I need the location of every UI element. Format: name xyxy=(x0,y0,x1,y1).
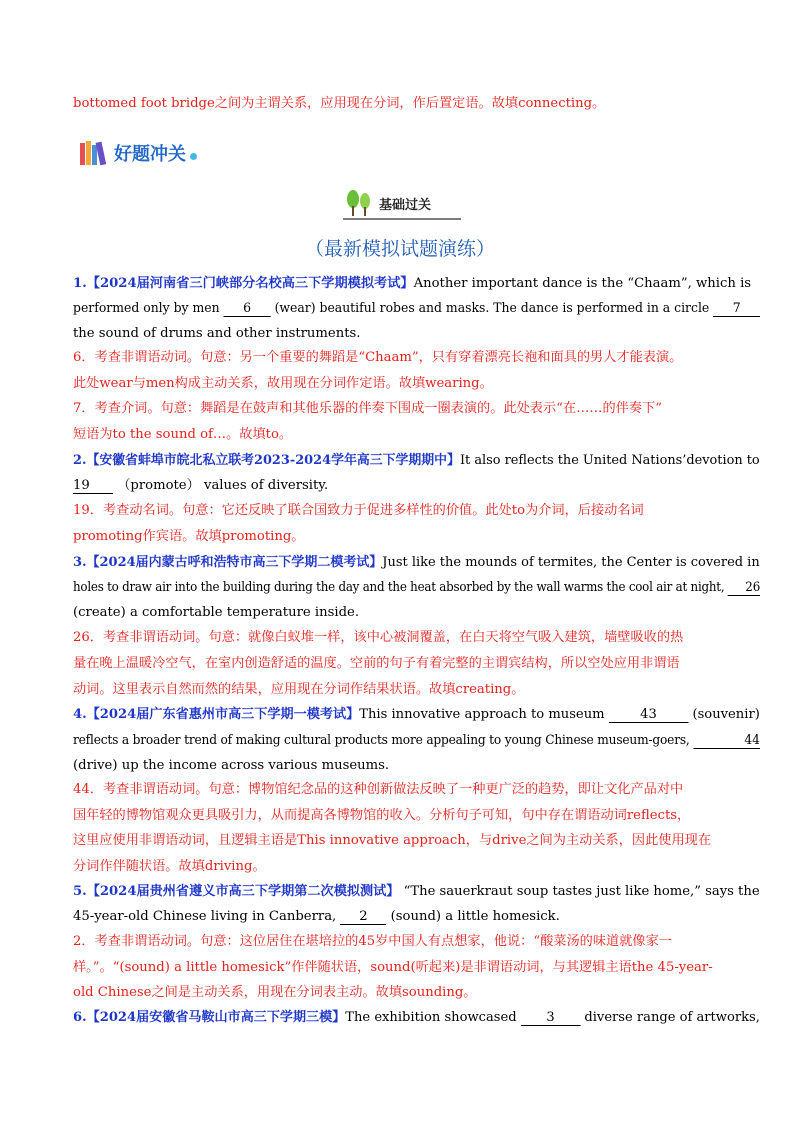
q6-blank-3[interactable]: 3 xyxy=(521,1010,580,1026)
q4-line-3: (drive) up the income across various museums. xyxy=(73,758,390,773)
q5-blank-2[interactable]: 2 xyxy=(340,909,386,925)
q4-blank-43[interactable]: 43 xyxy=(609,707,689,723)
q4-line-1 xyxy=(73,705,760,725)
q4-text-2: reflects a broader trend of making cultural products more appealing to young Chinese museum-goers, xyxy=(73,733,694,748)
q5-answer-line-2: 样。”。“(sound) a little homesick”作伴随状语，sound(听起来)是非谓语动词，与其逻辑主语the 45-year- xyxy=(73,960,713,975)
q4-source: 4.【2024届广东省惠州市高三下学期一模考试】 xyxy=(73,707,360,722)
q6-source: 6.【2024届安徽省马鞍山市高三下学期三模】 xyxy=(73,1010,346,1025)
q2-line-1 xyxy=(73,451,760,471)
q3-answer-line-2: 量在晚上温暖冷空气，在室内创造舒适的温度。空前的句子有着完整的主谓宾结构，所以空处应用非谓语 xyxy=(73,656,680,671)
q4-text-1b: (souvenir) xyxy=(688,707,760,722)
q5-source: 5.【2024届贵州省遵义市高三下学期第二次模拟测试】 xyxy=(73,884,400,899)
q1-text-2b: (wear) beautiful robes and masks. The dance is performed in a circle xyxy=(270,301,714,316)
books-icon xyxy=(78,139,108,167)
q1-text-2a: performed only by men xyxy=(73,301,224,316)
q4-line-2 xyxy=(73,731,760,751)
q2-text-1: It also reflects the United Nations’devotion to xyxy=(459,453,760,468)
q6-text-1b: diverse range of artworks, xyxy=(580,1010,760,1025)
q4-blank-44[interactable]: 44 xyxy=(693,733,760,749)
q1-answer-7-line-2: 短语为to the sound of…。故填to。 xyxy=(73,427,293,442)
section-underline xyxy=(343,218,461,220)
q1-answer-6-line-2: 此处wear与men构成主动关系，故用现在分词作定语。故填wearing。 xyxy=(73,376,493,391)
q6-text-1a: The exhibition showcased xyxy=(345,1010,521,1025)
q1-text-1: Another important dance is the “Chaam”, which is xyxy=(413,276,752,291)
q2-answer-line-1: 19．考查动名词。句意：它还反映了联合国致力于促进多样性的价值。此处to为介词，后接动名词 xyxy=(73,503,644,518)
q2-line-2 xyxy=(73,476,328,496)
good-questions-banner xyxy=(78,138,197,168)
q1-blank-6[interactable]: 6 xyxy=(224,301,271,317)
banner-dot-icon xyxy=(190,153,197,160)
q5-line-1 xyxy=(73,882,760,902)
q5-text-2b: (sound) a little homesick. xyxy=(386,909,560,924)
q4-answer-line-1: 44．考查非谓语动词。句意：博物馆纪念品的这种创新做法反映了一种更广泛的趋势，即让文化产品对中 xyxy=(73,782,684,797)
q4-answer-line-4: 分词作伴随状语。故填driving。 xyxy=(73,859,266,874)
banner-label: 好题冲关 xyxy=(114,144,186,165)
q3-answer-line-1: 26．考查非谓语动词。句意：就像白蚁堆一样，该中心被洞覆盖，在白天将空气吸入建筑，墙壁吸收的热 xyxy=(73,630,684,645)
q4-answer-line-2: 国年轻的博物馆观众更具吸引力，从而提高各博物馆的收入。分析句子可知，句中存在谓语动词reflects， xyxy=(73,808,691,823)
q3-text-2: holes to draw air into the building during the day and the heat absorbed by the wall warms the cool air at night, xyxy=(73,580,728,595)
q3-answer-line-3: 动词。这里表示自然而然的结果，应用现在分词作结果状语。故填creating。 xyxy=(73,682,525,697)
q3-line-2 xyxy=(73,578,760,598)
q3-source: 3.【2024届内蒙古呼和浩特市高三下学期二模考试】 xyxy=(73,555,383,570)
section-heading xyxy=(343,189,461,221)
q5-text-1: “The sauerkraut soup tastes just like home,” says the xyxy=(399,884,760,899)
q6-line-1 xyxy=(73,1008,760,1028)
q2-answer-line-2: promoting作宾语。故填promoting。 xyxy=(73,529,305,544)
q2-blank-19[interactable]: 19 xyxy=(73,478,113,494)
previous-answer-continuation: bottomed foot bridge之间为主谓关系，应用现在分词，作后置定语。故填connecting。 xyxy=(73,96,606,111)
trees-icon xyxy=(343,189,377,219)
q1-blank-7[interactable]: 7 xyxy=(713,301,760,317)
q2-source: 2.【安徽省蚌埠市皖北私立联考2023-2024学年高三下学期期中】 xyxy=(73,453,460,468)
q5-text-2a: 45-year-old Chinese living in Canberra, xyxy=(73,909,341,924)
q1-answer-6-line-1: 6．考查非谓语动词。句意：另一个重要的舞蹈是“Chaam”，只有穿着漂亮长袍和面具的男人才能表演。 xyxy=(73,350,683,365)
q5-answer-line-1: 2．考查非谓语动词。句意：这位居住在堪培拉的45岁中国人有点想家，他说：“酸菜汤的味道就像家一 xyxy=(73,934,672,949)
section-heading-label: 基础过关 xyxy=(379,198,432,213)
q4-text-1a: This innovative approach to museum xyxy=(359,707,609,722)
q1-source: 1.【2024届河南省三门峡部分名校高三下学期模拟考试】 xyxy=(73,276,414,291)
q1-line-1 xyxy=(73,274,751,294)
q3-line-1 xyxy=(73,553,760,573)
q3-blank-26[interactable]: 26 xyxy=(728,580,760,596)
section-subtitle: （最新模拟试题演练） xyxy=(304,238,495,260)
q1-line-2 xyxy=(73,299,760,319)
q4-answer-line-3: 这里应使用非谓语动词，且逻辑主语是This innovative approach，与drive之间为主动关系，因此使用现在 xyxy=(73,833,712,848)
q3-line-3: (create) a comfortable temperature inside. xyxy=(73,605,360,620)
q2-text-2: （promote） values of diversity. xyxy=(113,478,329,493)
q1-answer-7-line-1: 7．考查介词。句意：舞蹈是在鼓声和其他乐器的伴奏下围成一圈表演的。此处表示“在……的伴奏下” xyxy=(73,401,662,416)
q5-line-2 xyxy=(73,907,560,927)
q5-answer-line-3: old Chinese之间是主动关系，用现在分词表主动。故填sounding。 xyxy=(73,985,477,1000)
q3-text-1: Just like the mounds of termites, the Center is covered in xyxy=(382,555,760,570)
q1-line-3: the sound of drums and other instruments. xyxy=(73,326,361,341)
